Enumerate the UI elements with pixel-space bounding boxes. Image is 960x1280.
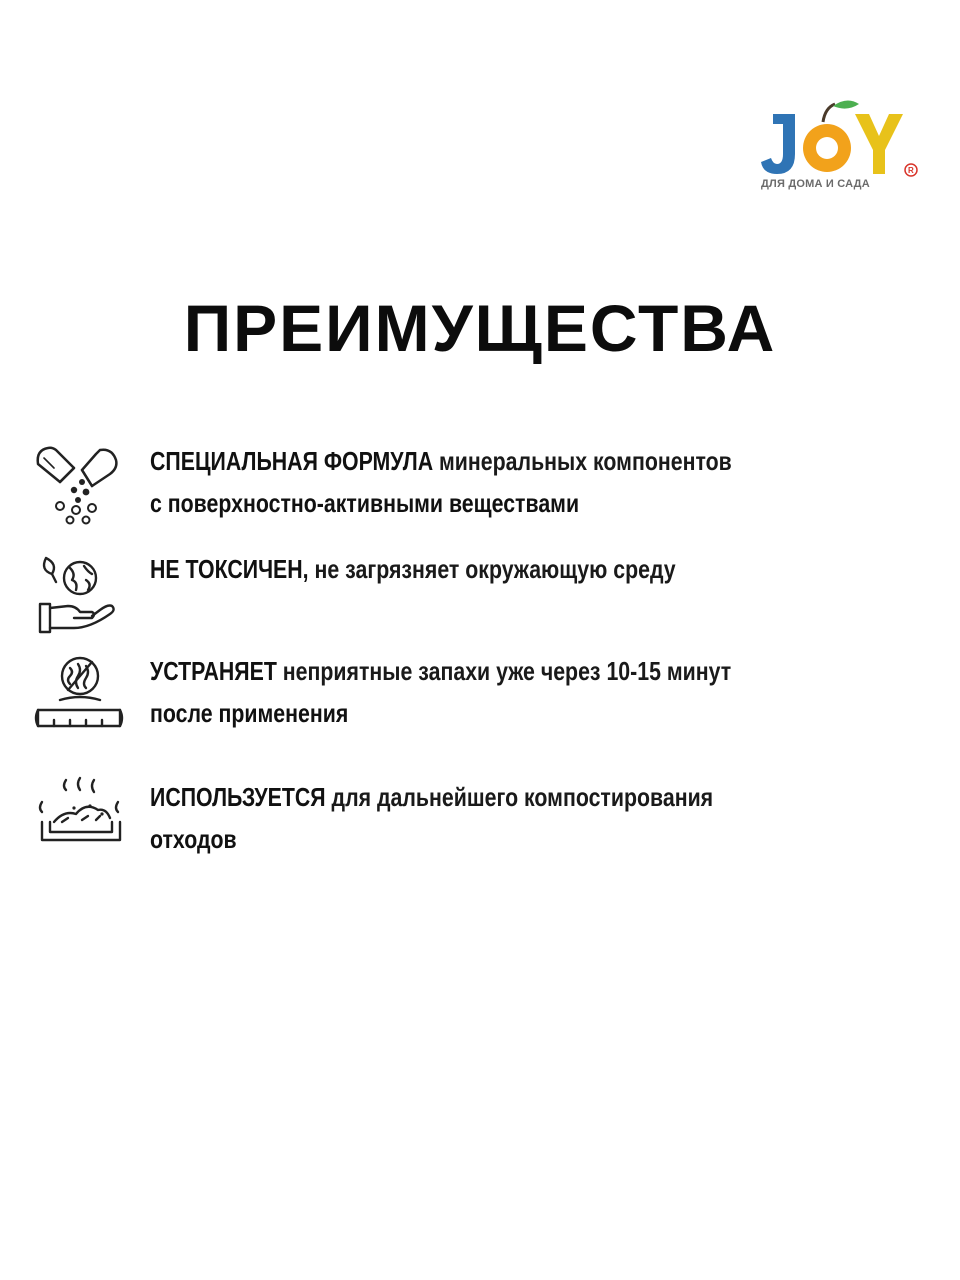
odor-removal-icon	[30, 650, 130, 740]
feature-line1: минеральных компонентов	[439, 446, 732, 476]
capsule-granules-icon	[30, 440, 130, 530]
eco-hand-globe-icon	[30, 548, 130, 638]
svg-text:R: R	[908, 166, 914, 175]
logo-tagline: ДЛЯ ДОМА И САДА	[761, 178, 870, 190]
feature-highlight: УСТРАНЯЕТ	[150, 656, 277, 686]
brand-logo	[755, 92, 930, 202]
feature-text	[150, 548, 888, 590]
feature-text	[150, 650, 888, 734]
feature-line1: неприятные запахи уже через 10-15 минут	[282, 656, 732, 686]
feature-line1: для дальнейшего компостирования	[331, 782, 714, 812]
feature-highlight: ИСПОЛЬЗУЕТСЯ	[150, 782, 326, 812]
feature-text	[150, 440, 888, 524]
feature-line2: с поверхностно-активными веществами	[150, 488, 580, 518]
feature-line2: отходов	[150, 824, 237, 854]
feature-line2: после применения	[150, 698, 349, 728]
feature-text	[150, 776, 888, 860]
feature-line1: не загрязняет окружающую среду	[314, 554, 676, 584]
feature-highlight: НЕ ТОКСИЧЕН,	[150, 554, 309, 584]
joy-logo-icon	[755, 92, 930, 182]
feature-highlight: СПЕЦИАЛЬНАЯ ФОРМУЛА	[150, 446, 434, 476]
compost-box-icon	[30, 776, 130, 866]
page-title: ПРЕИМУЩЕСТВА	[183, 291, 777, 365]
